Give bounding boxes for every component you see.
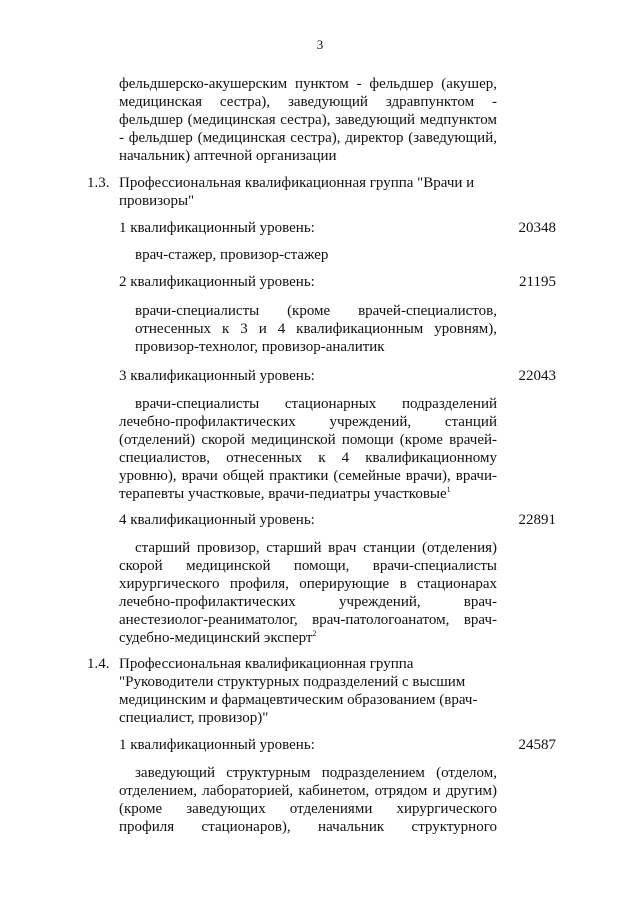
text-line: заведующий структурным подразделением (отделом, [135, 765, 497, 781]
text-line: "Руководители структурных подразделений с высшим [119, 674, 466, 690]
text-line: специалист, провизор)" [119, 710, 269, 726]
text-line: медицинская сестра), заведующий здравпунктом - [119, 94, 497, 110]
salary-value: 21195 [519, 274, 556, 290]
level-label: 1 квалификационный уровень: [119, 737, 315, 753]
text-line: лечебно-профилактических учреждений, врач- [119, 594, 497, 610]
text-line: уровню), врачи общей практики (семейные врачи), врачи- [119, 468, 497, 484]
intro-paragraph [119, 75, 497, 165]
level-description [135, 302, 497, 356]
footnote-marker: 1 [446, 485, 451, 494]
text-line: (кроме заведующих отделениями хирургического [119, 801, 497, 817]
salary-value: 20348 [518, 220, 556, 236]
level-label: 1 квалификационный уровень: [119, 220, 315, 236]
text-line: фельдшерско-акушерским пунктом - фельдшер (акушер, [119, 76, 497, 92]
text-line: врачи-специалисты (кроме врачей-специалистов, [135, 303, 497, 319]
text-line: анестезиолог-реаниматолог, врач-патологоанатом, врач- [119, 612, 497, 628]
level-label: 4 квалификационный уровень: [119, 512, 315, 528]
section-number: 1.3. [87, 175, 110, 191]
text-line: Профессиональная квалификационная группа [119, 656, 414, 672]
text-line: старший провизор, старший врач станции (отделения) [135, 540, 497, 556]
text-line: хирургического профиля, оперирующие в стационарах [119, 576, 497, 592]
text-line: лечебно-профилактических учреждений, станций [119, 414, 497, 430]
text-line: отнесенных к 3 и 4 квалификационным уровням), [135, 321, 497, 337]
text-line: (отделений) скорой медицинской помощи (кроме врачей- [119, 432, 497, 448]
text-line: фельдшер (медицинская сестра), заведующий медпунктом [119, 112, 497, 128]
text-line: врачи-специалисты стационарных подразделений [135, 396, 497, 412]
section-title [119, 655, 479, 727]
text-line: начальник) аптечной организации [119, 148, 337, 164]
footnote-marker: 2 [312, 629, 317, 638]
text-line: провизор-технолог, провизор-аналитик [135, 339, 385, 355]
level-label: 3 квалификационный уровень: [119, 368, 315, 384]
level-description [135, 246, 497, 264]
salary-value: 22043 [518, 368, 556, 384]
text-line: врач-стажер, провизор-стажер [135, 247, 329, 263]
text-line: профиля стационаров), начальник структурного [119, 819, 497, 835]
text-line [119, 485, 497, 503]
level-description [119, 539, 497, 647]
section-title [119, 174, 479, 210]
page-number: 3 [316, 37, 324, 52]
text-run: судебно-медицинский эксперт [119, 630, 313, 646]
text-line [119, 629, 497, 647]
text-line: скорой медицинской помощи, врачи-специалисты [119, 558, 497, 574]
salary-value: 22891 [518, 512, 556, 528]
salary-value: 24587 [518, 737, 556, 753]
text-line: - фельдшер (медицинская сестра), директор (заведующий, [119, 130, 497, 146]
text-line: отделением, лабораторией, кабинетом, отрядом и другим) [119, 783, 497, 799]
level-description [119, 764, 497, 836]
text-line: провизоры" [119, 193, 195, 209]
text-line: специалистов, отнесенных к 4 квалификационному [119, 450, 497, 466]
text-run: терапевты участковые, врачи-педиатры участковые [119, 486, 447, 502]
level-description [119, 395, 497, 503]
section-number: 1.4. [87, 656, 110, 672]
text-line: Профессиональная квалификационная группа "Врачи и [119, 175, 475, 191]
text-line: медицинским и фармацевтическим образованием (врач- [119, 692, 478, 708]
level-label: 2 квалификационный уровень: [119, 274, 315, 290]
